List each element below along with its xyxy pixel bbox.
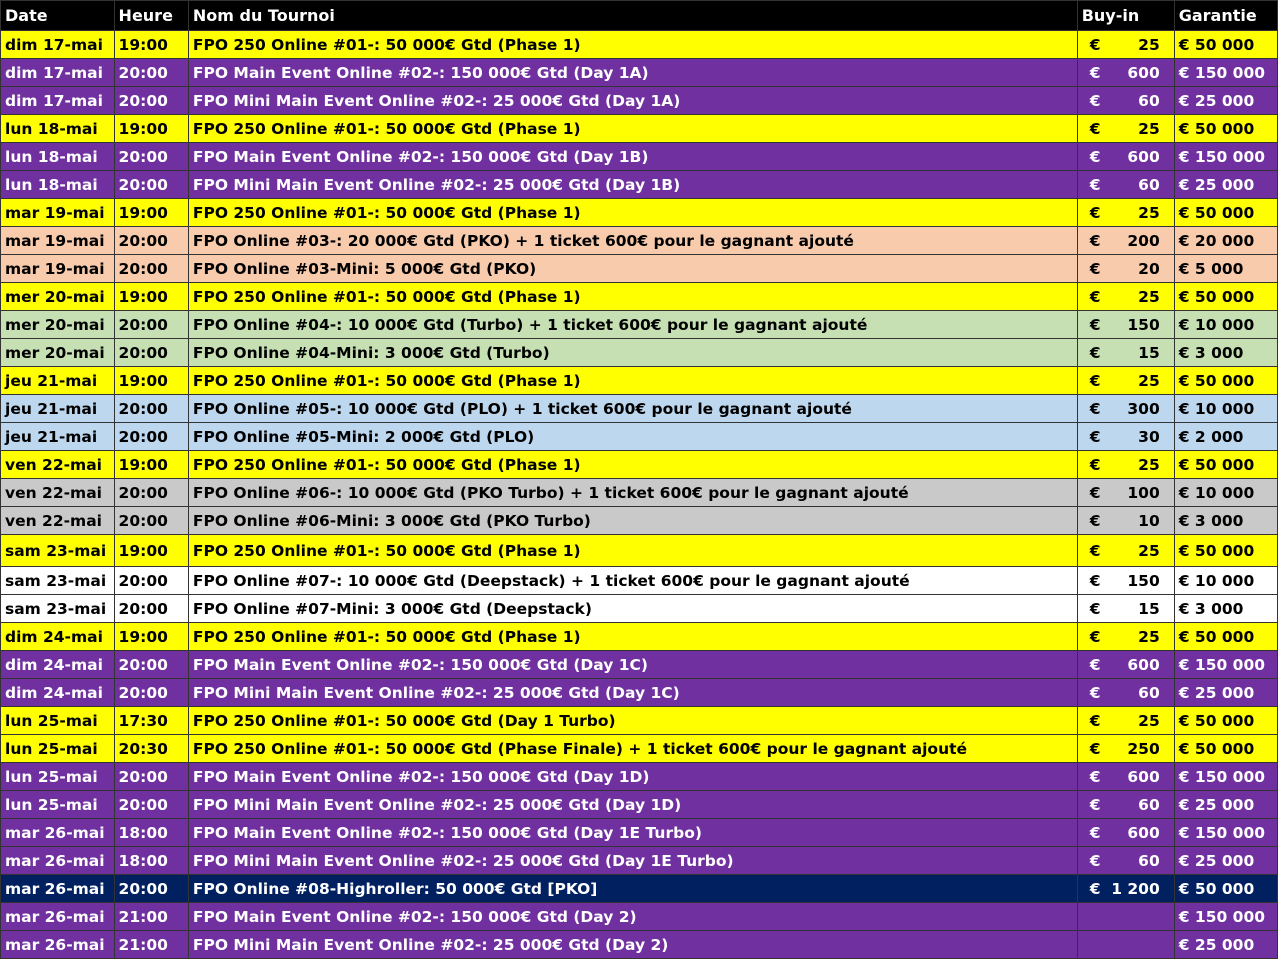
- buyin-cell: [1077, 567, 1174, 595]
- date-cell: jeu 21-mai: [1, 395, 115, 423]
- currency-symbol: €: [1089, 795, 1101, 814]
- guarantee-cell: € 3 000: [1174, 339, 1277, 367]
- buyin-cell: [1077, 87, 1174, 115]
- table-row: [1, 623, 1278, 651]
- currency-symbol: €: [1089, 823, 1101, 842]
- buyin-value: 25: [1138, 711, 1160, 730]
- tournament-name-cell: FPO Mini Main Event Online #02-: 25 000€ Gtd (Day 1C): [188, 679, 1077, 707]
- table-row: [1, 171, 1278, 199]
- time-cell: 21:00: [114, 931, 188, 959]
- time-cell: 19:00: [114, 199, 188, 227]
- buyin-value: 100: [1127, 483, 1160, 502]
- currency-symbol: €: [1089, 119, 1101, 138]
- guarantee-cell: € 25 000: [1174, 87, 1277, 115]
- tournament-name-cell: FPO Online #04-: 10 000€ Gtd (Turbo) + 1 ticket 600€ pour le gagnant ajouté: [188, 311, 1077, 339]
- header-row: [1, 1, 1278, 31]
- guarantee-cell: € 25 000: [1174, 679, 1277, 707]
- header-time: Heure: [114, 1, 188, 31]
- buyin-cell: [1077, 283, 1174, 311]
- tournament-name-cell: FPO 250 Online #01-: 50 000€ Gtd (Day 1 Turbo): [188, 707, 1077, 735]
- table-row: [1, 763, 1278, 791]
- buyin-value: 300: [1127, 399, 1160, 418]
- buyin-value: 1 200: [1111, 879, 1160, 898]
- table-row: [1, 535, 1278, 567]
- table-row: [1, 227, 1278, 255]
- time-cell: 19:00: [114, 367, 188, 395]
- date-cell: mar 26-mai: [1, 819, 115, 847]
- table-row: [1, 931, 1278, 959]
- buyin-value: 25: [1138, 541, 1160, 560]
- buyin-cell: [1077, 311, 1174, 339]
- date-cell: dim 17-mai: [1, 31, 115, 59]
- guarantee-cell: € 50 000: [1174, 283, 1277, 311]
- buyin-cell: [1077, 31, 1174, 59]
- buyin-cell: [1077, 903, 1174, 931]
- tournament-name-cell: FPO 250 Online #01-: 50 000€ Gtd (Phase Finale) + 1 ticket 600€ pour le gagnant ajouté: [188, 735, 1077, 763]
- buyin-value: 600: [1127, 767, 1160, 786]
- date-cell: lun 25-mai: [1, 763, 115, 791]
- table-row: [1, 651, 1278, 679]
- table-row: [1, 479, 1278, 507]
- guarantee-cell: € 50 000: [1174, 451, 1277, 479]
- time-cell: 20:00: [114, 227, 188, 255]
- time-cell: 20:00: [114, 479, 188, 507]
- buyin-cell: [1077, 763, 1174, 791]
- buyin-value: 25: [1138, 203, 1160, 222]
- tournament-name-cell: FPO 250 Online #01-: 50 000€ Gtd (Phase 1): [188, 283, 1077, 311]
- date-cell: dim 24-mai: [1, 679, 115, 707]
- currency-symbol: €: [1089, 599, 1101, 618]
- buyin-value: 25: [1138, 35, 1160, 54]
- table-row: [1, 143, 1278, 171]
- buyin-cell: [1077, 143, 1174, 171]
- time-cell: 20:30: [114, 735, 188, 763]
- table-row: [1, 115, 1278, 143]
- buyin-value: 250: [1127, 739, 1160, 758]
- guarantee-cell: € 25 000: [1174, 171, 1277, 199]
- tournament-name-cell: FPO Main Event Online #02-: 150 000€ Gtd (Day 1E Turbo): [188, 819, 1077, 847]
- table-row: [1, 199, 1278, 227]
- tournament-name-cell: FPO 250 Online #01-: 50 000€ Gtd (Phase 1): [188, 535, 1077, 567]
- table-row: [1, 595, 1278, 623]
- date-cell: mar 19-mai: [1, 227, 115, 255]
- date-cell: mar 26-mai: [1, 903, 115, 931]
- currency-symbol: €: [1089, 287, 1101, 306]
- buyin-value: 25: [1138, 119, 1160, 138]
- table-row: [1, 791, 1278, 819]
- tournament-name-cell: FPO Main Event Online #02-: 150 000€ Gtd (Day 1C): [188, 651, 1077, 679]
- date-cell: dim 24-mai: [1, 651, 115, 679]
- buyin-value: 60: [1138, 91, 1160, 110]
- buyin-value: 60: [1138, 175, 1160, 194]
- buyin-cell: [1077, 535, 1174, 567]
- tournament-name-cell: FPO Mini Main Event Online #02-: 25 000€ Gtd (Day 1D): [188, 791, 1077, 819]
- guarantee-cell: € 10 000: [1174, 479, 1277, 507]
- guarantee-cell: € 150 000: [1174, 59, 1277, 87]
- guarantee-cell: € 150 000: [1174, 903, 1277, 931]
- tournament-name-cell: FPO 250 Online #01-: 50 000€ Gtd (Phase 1): [188, 31, 1077, 59]
- table-body: [1, 31, 1278, 959]
- date-cell: dim 17-mai: [1, 59, 115, 87]
- currency-symbol: €: [1089, 711, 1101, 730]
- date-cell: ven 22-mai: [1, 451, 115, 479]
- guarantee-cell: € 25 000: [1174, 791, 1277, 819]
- guarantee-cell: € 3 000: [1174, 595, 1277, 623]
- tournament-name-cell: FPO Online #06-Mini: 3 000€ Gtd (PKO Turbo): [188, 507, 1077, 535]
- date-cell: mar 26-mai: [1, 931, 115, 959]
- table-row: [1, 735, 1278, 763]
- time-cell: 20:00: [114, 595, 188, 623]
- tournament-name-cell: FPO Online #04-Mini: 3 000€ Gtd (Turbo): [188, 339, 1077, 367]
- buyin-cell: [1077, 227, 1174, 255]
- buyin-cell: [1077, 479, 1174, 507]
- date-cell: mar 26-mai: [1, 875, 115, 903]
- time-cell: 20:00: [114, 423, 188, 451]
- date-cell: ven 22-mai: [1, 479, 115, 507]
- currency-symbol: €: [1089, 371, 1101, 390]
- date-cell: lun 18-mai: [1, 115, 115, 143]
- table-row: [1, 507, 1278, 535]
- date-cell: jeu 21-mai: [1, 423, 115, 451]
- guarantee-cell: € 50 000: [1174, 535, 1277, 567]
- guarantee-cell: € 150 000: [1174, 651, 1277, 679]
- time-cell: 20:00: [114, 567, 188, 595]
- guarantee-cell: € 50 000: [1174, 31, 1277, 59]
- guarantee-cell: € 10 000: [1174, 395, 1277, 423]
- date-cell: dim 24-mai: [1, 623, 115, 651]
- header-guarantee: Garantie: [1174, 1, 1277, 31]
- currency-symbol: €: [1089, 343, 1101, 362]
- currency-symbol: €: [1089, 655, 1101, 674]
- table-row: [1, 59, 1278, 87]
- table-row: [1, 451, 1278, 479]
- buyin-value: 25: [1138, 455, 1160, 474]
- guarantee-cell: € 3 000: [1174, 507, 1277, 535]
- tournament-name-cell: FPO Online #03-: 20 000€ Gtd (PKO) + 1 ticket 600€ pour le gagnant ajouté: [188, 227, 1077, 255]
- buyin-value: 60: [1138, 851, 1160, 870]
- guarantee-cell: € 50 000: [1174, 199, 1277, 227]
- buyin-cell: [1077, 115, 1174, 143]
- date-cell: lun 25-mai: [1, 735, 115, 763]
- time-cell: 20:00: [114, 679, 188, 707]
- table-row: [1, 87, 1278, 115]
- guarantee-cell: € 50 000: [1174, 623, 1277, 651]
- time-cell: 19:00: [114, 31, 188, 59]
- guarantee-cell: € 10 000: [1174, 311, 1277, 339]
- buyin-value: 15: [1138, 343, 1160, 362]
- table-row: [1, 819, 1278, 847]
- tournament-name-cell: FPO 250 Online #01-: 50 000€ Gtd (Phase 1): [188, 367, 1077, 395]
- table-row: [1, 339, 1278, 367]
- time-cell: 19:00: [114, 623, 188, 651]
- currency-symbol: €: [1089, 91, 1101, 110]
- currency-symbol: €: [1089, 455, 1101, 474]
- currency-symbol: €: [1089, 63, 1101, 82]
- date-cell: mar 19-mai: [1, 199, 115, 227]
- tournament-name-cell: FPO Mini Main Event Online #02-: 25 000€ Gtd (Day 1B): [188, 171, 1077, 199]
- time-cell: 20:00: [114, 87, 188, 115]
- buyin-cell: [1077, 931, 1174, 959]
- guarantee-cell: € 2 000: [1174, 423, 1277, 451]
- time-cell: 20:00: [114, 59, 188, 87]
- table-row: [1, 283, 1278, 311]
- buyin-cell: [1077, 395, 1174, 423]
- tournament-name-cell: FPO Online #06-: 10 000€ Gtd (PKO Turbo) + 1 ticket 600€ pour le gagnant ajouté: [188, 479, 1077, 507]
- guarantee-cell: € 50 000: [1174, 115, 1277, 143]
- guarantee-cell: € 25 000: [1174, 931, 1277, 959]
- tournament-name-cell: FPO Main Event Online #02-: 150 000€ Gtd (Day 1D): [188, 763, 1077, 791]
- currency-symbol: €: [1089, 35, 1101, 54]
- header-buyin: Buy-in: [1077, 1, 1174, 31]
- buyin-cell: [1077, 451, 1174, 479]
- currency-symbol: €: [1089, 767, 1101, 786]
- table-row: [1, 847, 1278, 875]
- guarantee-cell: € 25 000: [1174, 847, 1277, 875]
- currency-symbol: €: [1089, 683, 1101, 702]
- tournament-name-cell: FPO Online #08-Highroller: 50 000€ Gtd [PKO]: [188, 875, 1077, 903]
- date-cell: sam 23-mai: [1, 567, 115, 595]
- date-cell: lun 18-mai: [1, 143, 115, 171]
- time-cell: 18:00: [114, 847, 188, 875]
- buyin-value: 25: [1138, 627, 1160, 646]
- tournament-name-cell: FPO Online #07-: 10 000€ Gtd (Deepstack) + 1 ticket 600€ pour le gagnant ajouté: [188, 567, 1077, 595]
- guarantee-cell: € 150 000: [1174, 819, 1277, 847]
- date-cell: sam 23-mai: [1, 595, 115, 623]
- tournament-name-cell: FPO Main Event Online #02-: 150 000€ Gtd (Day 1B): [188, 143, 1077, 171]
- header-name: Nom du Tournoi: [188, 1, 1077, 31]
- buyin-cell: [1077, 623, 1174, 651]
- buyin-cell: [1077, 651, 1174, 679]
- time-cell: 20:00: [114, 255, 188, 283]
- table-row: [1, 567, 1278, 595]
- date-cell: lun 18-mai: [1, 171, 115, 199]
- time-cell: 20:00: [114, 791, 188, 819]
- currency-symbol: €: [1089, 739, 1101, 758]
- guarantee-cell: € 20 000: [1174, 227, 1277, 255]
- time-cell: 17:30: [114, 707, 188, 735]
- currency-symbol: €: [1089, 511, 1101, 530]
- tournament-name-cell: FPO Online #07-Mini: 3 000€ Gtd (Deepstack): [188, 595, 1077, 623]
- buyin-cell: [1077, 255, 1174, 283]
- time-cell: 20:00: [114, 507, 188, 535]
- guarantee-cell: € 50 000: [1174, 367, 1277, 395]
- currency-symbol: €: [1089, 879, 1101, 898]
- currency-symbol: €: [1089, 627, 1101, 646]
- table-row: [1, 31, 1278, 59]
- table-row: [1, 255, 1278, 283]
- currency-symbol: €: [1089, 231, 1101, 250]
- tournament-name-cell: FPO 250 Online #01-: 50 000€ Gtd (Phase 1): [188, 199, 1077, 227]
- date-cell: mer 20-mai: [1, 283, 115, 311]
- buyin-value: 200: [1127, 231, 1160, 250]
- time-cell: 19:00: [114, 535, 188, 567]
- date-cell: ven 22-mai: [1, 507, 115, 535]
- time-cell: 20:00: [114, 395, 188, 423]
- date-cell: jeu 21-mai: [1, 367, 115, 395]
- date-cell: lun 25-mai: [1, 791, 115, 819]
- date-cell: lun 25-mai: [1, 707, 115, 735]
- buyin-value: 600: [1127, 147, 1160, 166]
- currency-symbol: €: [1089, 399, 1101, 418]
- buyin-value: 25: [1138, 371, 1160, 390]
- buyin-value: 600: [1127, 655, 1160, 674]
- guarantee-cell: € 5 000: [1174, 255, 1277, 283]
- buyin-cell: [1077, 199, 1174, 227]
- buyin-value: 600: [1127, 63, 1160, 82]
- tournament-name-cell: FPO Main Event Online #02-: 150 000€ Gtd (Day 2): [188, 903, 1077, 931]
- tournament-name-cell: FPO Mini Main Event Online #02-: 25 000€ Gtd (Day 2): [188, 931, 1077, 959]
- table-row: [1, 423, 1278, 451]
- buyin-cell: [1077, 367, 1174, 395]
- time-cell: 21:00: [114, 903, 188, 931]
- buyin-cell: [1077, 791, 1174, 819]
- currency-symbol: €: [1089, 147, 1101, 166]
- time-cell: 20:00: [114, 311, 188, 339]
- time-cell: 19:00: [114, 283, 188, 311]
- table-row: [1, 367, 1278, 395]
- time-cell: 20:00: [114, 339, 188, 367]
- tournament-name-cell: FPO Mini Main Event Online #02-: 25 000€ Gtd (Day 1E Turbo): [188, 847, 1077, 875]
- time-cell: 20:00: [114, 763, 188, 791]
- tournament-name-cell: FPO Online #05-Mini: 2 000€ Gtd (PLO): [188, 423, 1077, 451]
- guarantee-cell: € 150 000: [1174, 763, 1277, 791]
- time-cell: 20:00: [114, 143, 188, 171]
- table-row: [1, 679, 1278, 707]
- buyin-value: 30: [1138, 427, 1160, 446]
- table-row: [1, 707, 1278, 735]
- buyin-value: 20: [1138, 259, 1160, 278]
- buyin-value: 60: [1138, 683, 1160, 702]
- header-date: Date: [1, 1, 115, 31]
- tournament-name-cell: FPO 250 Online #01-: 50 000€ Gtd (Phase 1): [188, 451, 1077, 479]
- buyin-value: 25: [1138, 287, 1160, 306]
- buyin-value: 10: [1138, 511, 1160, 530]
- time-cell: 19:00: [114, 115, 188, 143]
- time-cell: 20:00: [114, 171, 188, 199]
- buyin-value: 15: [1138, 599, 1160, 618]
- buyin-cell: [1077, 819, 1174, 847]
- date-cell: mer 20-mai: [1, 311, 115, 339]
- buyin-value: 150: [1127, 315, 1160, 334]
- buyin-cell: [1077, 847, 1174, 875]
- buyin-cell: [1077, 507, 1174, 535]
- tournament-name-cell: FPO Main Event Online #02-: 150 000€ Gtd (Day 1A): [188, 59, 1077, 87]
- currency-symbol: €: [1089, 571, 1101, 590]
- guarantee-cell: € 10 000: [1174, 567, 1277, 595]
- buyin-cell: [1077, 171, 1174, 199]
- time-cell: 20:00: [114, 651, 188, 679]
- date-cell: dim 17-mai: [1, 87, 115, 115]
- buyin-value: 150: [1127, 571, 1160, 590]
- time-cell: 20:00: [114, 875, 188, 903]
- buyin-cell: [1077, 735, 1174, 763]
- date-cell: mer 20-mai: [1, 339, 115, 367]
- currency-symbol: €: [1089, 427, 1101, 446]
- currency-symbol: €: [1089, 541, 1101, 560]
- tournament-name-cell: FPO Mini Main Event Online #02-: 25 000€ Gtd (Day 1A): [188, 87, 1077, 115]
- tournament-name-cell: FPO Online #05-: 10 000€ Gtd (PLO) + 1 ticket 600€ pour le gagnant ajouté: [188, 395, 1077, 423]
- currency-symbol: €: [1089, 259, 1101, 278]
- guarantee-cell: € 50 000: [1174, 707, 1277, 735]
- buyin-value: 600: [1127, 823, 1160, 842]
- guarantee-cell: € 50 000: [1174, 735, 1277, 763]
- currency-symbol: €: [1089, 203, 1101, 222]
- tournament-name-cell: FPO Online #03-Mini: 5 000€ Gtd (PKO): [188, 255, 1077, 283]
- buyin-cell: [1077, 59, 1174, 87]
- buyin-cell: [1077, 339, 1174, 367]
- table-row: [1, 311, 1278, 339]
- date-cell: mar 26-mai: [1, 847, 115, 875]
- time-cell: 19:00: [114, 451, 188, 479]
- date-cell: mar 19-mai: [1, 255, 115, 283]
- buyin-value: 60: [1138, 795, 1160, 814]
- buyin-cell: [1077, 423, 1174, 451]
- tournament-name-cell: FPO 250 Online #01-: 50 000€ Gtd (Phase 1): [188, 115, 1077, 143]
- currency-symbol: €: [1089, 851, 1101, 870]
- buyin-cell: [1077, 875, 1174, 903]
- currency-symbol: €: [1089, 175, 1101, 194]
- buyin-cell: [1077, 595, 1174, 623]
- buyin-cell: [1077, 707, 1174, 735]
- guarantee-cell: € 150 000: [1174, 143, 1277, 171]
- date-cell: sam 23-mai: [1, 535, 115, 567]
- tournament-name-cell: FPO 250 Online #01-: 50 000€ Gtd (Phase 1): [188, 623, 1077, 651]
- table-row: [1, 875, 1278, 903]
- table-row: [1, 903, 1278, 931]
- table-row: [1, 395, 1278, 423]
- currency-symbol: €: [1089, 315, 1101, 334]
- guarantee-cell: € 50 000: [1174, 875, 1277, 903]
- buyin-cell: [1077, 679, 1174, 707]
- currency-symbol: €: [1089, 483, 1101, 502]
- time-cell: 18:00: [114, 819, 188, 847]
